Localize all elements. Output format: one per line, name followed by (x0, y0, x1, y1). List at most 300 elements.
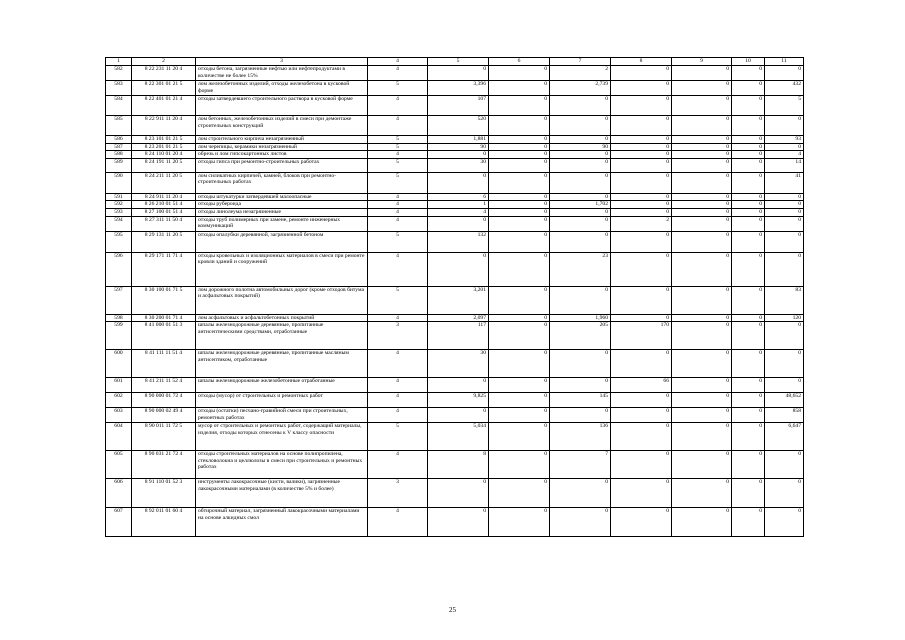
value-col10-cell: 0 (732, 96, 765, 116)
hazard-class-cell: 4 (368, 96, 428, 116)
value-col8-cell: 0 (611, 451, 672, 479)
waste-name-cell: отходы (мусор) от строительных и ремонтных работ (196, 393, 368, 408)
table-row (106, 479, 804, 508)
hazard-class-cell: 4 (368, 193, 428, 201)
value-col9-cell: 0 (672, 408, 732, 423)
row-number-cell: 590 (106, 172, 132, 193)
value-col5-cell: 3,396 (428, 81, 489, 96)
value-col10-cell: 0 (732, 252, 765, 286)
value-col8-cell: 0 (611, 423, 672, 451)
value-col7-cell: 136 (550, 423, 611, 451)
column-header: 1 (106, 58, 132, 66)
value-col10-cell: 0 (732, 216, 765, 231)
value-col9-cell: 0 (672, 378, 732, 393)
table-row (106, 81, 804, 96)
value-col7-cell: 0 (550, 96, 611, 116)
hazard-class-cell: 5 (368, 286, 428, 314)
waste-code-cell: 8 90 031 21 72 4 (132, 451, 196, 479)
hazard-class-cell: 5 (368, 158, 428, 172)
value-col8-cell: 0 (611, 393, 672, 408)
value-col6-cell: 0 (489, 66, 550, 81)
value-col9-cell: 0 (672, 423, 732, 451)
value-col7-cell: 0 (550, 193, 611, 201)
value-col10-cell: 0 (732, 378, 765, 393)
row-number-cell: 605 (106, 451, 132, 479)
table-row (106, 252, 804, 286)
value-col5-cell: 0 (428, 252, 489, 286)
table-row (106, 136, 804, 144)
table-row (106, 151, 804, 159)
hazard-class-cell: 4 (368, 408, 428, 423)
waste-code-cell: 8 26 210 01 51 4 (132, 201, 196, 209)
value-col5-cell: 2,097 (428, 314, 489, 322)
waste-name-cell: отходы строительных материалов на основе полипропилена, стекловолокна и целлюлозы в смеси при строительных и ремонтных работах (196, 451, 368, 479)
value-col8-cell: 0 (611, 193, 672, 201)
row-number-cell: 606 (106, 479, 132, 508)
waste-name-cell: обтирочный материал, загрязненный лакокрасочными материалами на основе алкидных смол (196, 508, 368, 537)
value-col7-cell: 2,739 (550, 81, 611, 96)
value-col10-cell: 0 (732, 451, 765, 479)
value-col7-cell: 0 (550, 116, 611, 136)
row-number-cell: 604 (106, 423, 132, 451)
table-row (106, 451, 804, 479)
value-col10-cell: 0 (732, 350, 765, 378)
table-row (106, 143, 804, 151)
waste-code-cell: 8 24 110 01 20 4 (132, 151, 196, 159)
table-row (106, 193, 804, 201)
waste-name-cell: лом силикатных кирпичей, камней, блоков при ремонтно-строительных работах (196, 172, 368, 193)
waste-code-cell: 8 23 201 01 21 5 (132, 143, 196, 151)
waste-code-cell: 8 41 211 11 52 4 (132, 378, 196, 393)
value-col10-cell: 0 (732, 393, 765, 408)
value-col6-cell: 0 (489, 201, 550, 209)
column-header: 10 (732, 58, 765, 66)
waste-code-cell: 8 22 911 11 20 4 (132, 116, 196, 136)
table-row (106, 231, 804, 252)
row-number-cell: 588 (106, 151, 132, 159)
waste-code-cell: 8 24 911 11 20 4 (132, 193, 196, 201)
table-row (106, 216, 804, 231)
value-col5-cell: 9,825 (428, 393, 489, 408)
hazard-class-cell: 5 (368, 423, 428, 451)
value-col5-cell: 117 (428, 322, 489, 350)
waste-code-cell: 8 92 011 01 60 4 (132, 508, 196, 537)
value-col9-cell: 0 (672, 314, 732, 322)
value-col8-cell: 0 (611, 66, 672, 81)
value-col10-cell: 0 (732, 479, 765, 508)
value-col11-cell: 0 (765, 322, 804, 350)
row-number-cell: 584 (106, 96, 132, 116)
value-col10-cell: 0 (732, 81, 765, 96)
waste-code-cell: 8 24 191 11 20 5 (132, 158, 196, 172)
value-col10-cell: 0 (732, 208, 765, 216)
value-col10-cell: 0 (732, 158, 765, 172)
waste-name-cell: лом черепицы, керамики незагрязненный (196, 143, 368, 151)
hazard-class-cell: 5 (368, 231, 428, 252)
value-col7-cell: 0 (550, 231, 611, 252)
waste-name-cell: отходы бетона, загрязненные нефтью или нефтепродуктами в количестве не более 15% (196, 66, 368, 81)
hazard-class-cell: 4 (368, 314, 428, 322)
value-col7-cell: 0 (550, 408, 611, 423)
value-col11-cell: 5 (765, 96, 804, 116)
hazard-class-cell: 4 (368, 216, 428, 231)
column-header: 4 (368, 58, 428, 66)
row-number-cell: 598 (106, 314, 132, 322)
value-col7-cell: 0 (550, 158, 611, 172)
table-row (106, 408, 804, 423)
value-col8-cell: 0 (611, 172, 672, 193)
waste-code-cell: 8 24 211 11 20 5 (132, 172, 196, 193)
value-col8-cell: 0 (611, 151, 672, 159)
row-number-cell: 607 (106, 508, 132, 537)
waste-code-cell: 8 30 100 01 71 5 (132, 286, 196, 314)
hazard-class-cell: 4 (368, 393, 428, 408)
value-col5-cell: 520 (428, 116, 489, 136)
value-col6-cell: 0 (489, 423, 550, 451)
value-col6-cell: 0 (489, 322, 550, 350)
value-col6-cell: 0 (489, 286, 550, 314)
waste-code-cell: 8 90 000 02 49 4 (132, 408, 196, 423)
value-col9-cell: 0 (672, 172, 732, 193)
value-col10-cell: 0 (732, 286, 765, 314)
table-row (106, 116, 804, 136)
value-col6-cell: 0 (489, 231, 550, 252)
value-col6-cell: 0 (489, 143, 550, 151)
row-number-cell: 592 (106, 201, 132, 209)
value-col8-cell: 0 (611, 350, 672, 378)
hazard-class-cell: 4 (368, 66, 428, 81)
waste-name-cell: лом дорожного полотна автомобильных дорог (кроме отходов битума и асфальтовых покрытий) (196, 286, 368, 314)
table-row (106, 66, 804, 81)
column-header: 11 (765, 58, 804, 66)
waste-name-cell: лом бетонных, железобетонных изделий в смеси при демонтаже строительных конструкций (196, 116, 368, 136)
waste-code-cell: 8 27 100 01 51 4 (132, 208, 196, 216)
value-col8-cell: 0 (611, 116, 672, 136)
waste-name-cell: лом асфальтовых и асфальтобетонных покрытий (196, 314, 368, 322)
value-col11-cell: 0 (765, 378, 804, 393)
value-col5-cell: 6 (428, 193, 489, 201)
row-number-cell: 601 (106, 378, 132, 393)
waste-code-cell: 8 22 301 01 21 5 (132, 81, 196, 96)
waste-code-cell: 8 90 000 01 72 4 (132, 393, 196, 408)
value-col8-cell: 0 (611, 408, 672, 423)
value-col7-cell: 0 (550, 151, 611, 159)
column-header: 9 (672, 58, 732, 66)
waste-table-sheet (105, 57, 803, 537)
column-header: 3 (196, 58, 368, 66)
value-col5-cell: 8 (428, 451, 489, 479)
value-col7-cell: 0 (550, 208, 611, 216)
value-col11-cell: 858 (765, 408, 804, 423)
value-col11-cell: 14 (765, 158, 804, 172)
value-col10-cell: 0 (732, 423, 765, 451)
value-col9-cell: 0 (672, 116, 732, 136)
value-col6-cell: 0 (489, 350, 550, 378)
row-number-cell: 597 (106, 286, 132, 314)
value-col7-cell: 0 (550, 350, 611, 378)
page-number: 25 (449, 606, 456, 614)
value-col5-cell: 0 (428, 479, 489, 508)
value-col7-cell: 1,960 (550, 314, 611, 322)
waste-name-cell: отходы штукатурки затвердевшей малоопасные (196, 193, 368, 201)
value-col11-cell: 0 (765, 216, 804, 231)
table-row (106, 158, 804, 172)
value-col5-cell: 107 (428, 96, 489, 116)
waste-code-cell: 8 27 311 11 50 4 (132, 216, 196, 231)
waste-name-cell: отходы рубероида (196, 201, 368, 209)
value-col10-cell: 0 (732, 231, 765, 252)
value-col7-cell: 0 (550, 479, 611, 508)
value-col5-cell: 0 (428, 66, 489, 81)
value-col9-cell: 0 (672, 286, 732, 314)
value-col5-cell: 132 (428, 231, 489, 252)
hazard-class-cell: 3 (368, 322, 428, 350)
value-col9-cell: 0 (672, 393, 732, 408)
value-col5-cell: 1 (428, 201, 489, 209)
column-header: 7 (550, 58, 611, 66)
waste-code-cell: 8 29 131 11 20 5 (132, 231, 196, 252)
value-col6-cell: 0 (489, 508, 550, 537)
value-col7-cell: 90 (550, 143, 611, 151)
waste-name-cell: отходы опалубки деревянной, загрязненной бетоном (196, 231, 368, 252)
value-col10-cell: 0 (732, 193, 765, 201)
value-col10-cell: 0 (732, 314, 765, 322)
value-col6-cell: 0 (489, 393, 550, 408)
value-col9-cell: 0 (672, 96, 732, 116)
row-number-cell: 591 (106, 193, 132, 201)
value-col8-cell: 0 (611, 96, 672, 116)
value-col11-cell: 432 (765, 81, 804, 96)
column-header: 2 (132, 58, 196, 66)
table-row (106, 508, 804, 537)
value-col8-cell: 2 (611, 216, 672, 231)
waste-code-cell: 8 41 000 01 51 3 (132, 322, 196, 350)
value-col5-cell: 0 (428, 378, 489, 393)
value-col5-cell: 1,881 (428, 136, 489, 144)
value-col11-cell: 93 (765, 136, 804, 144)
table-row (106, 423, 804, 451)
row-number-cell: 593 (106, 208, 132, 216)
waste-code-cell: 8 22 401 01 21 4 (132, 96, 196, 116)
hazard-class-cell: 4 (368, 451, 428, 479)
table-row (106, 201, 804, 209)
value-col7-cell: 23 (550, 252, 611, 286)
value-col10-cell: 0 (732, 322, 765, 350)
value-col8-cell: 0 (611, 208, 672, 216)
waste-code-cell: 8 91 110 01 52 3 (132, 479, 196, 508)
value-col9-cell: 0 (672, 216, 732, 231)
waste-code-cell: 8 29 171 11 71 4 (132, 252, 196, 286)
waste-code-cell: 8 41 111 11 51 4 (132, 350, 196, 378)
value-col11-cell: 0 (765, 201, 804, 209)
column-header: 8 (611, 58, 672, 66)
waste-name-cell: обрезь и лом гипсокартонных листов (196, 151, 368, 159)
value-col10-cell: 0 (732, 66, 765, 81)
value-col5-cell: 0 (428, 508, 489, 537)
value-col11-cell: 0 (765, 66, 804, 81)
waste-code-cell: 8 90 011 11 72 5 (132, 423, 196, 451)
waste-code-cell: 8 23 101 01 21 5 (132, 136, 196, 144)
value-col8-cell: 0 (611, 286, 672, 314)
value-col10-cell: 0 (732, 508, 765, 537)
value-col11-cell: 0 (765, 252, 804, 286)
table-row (106, 208, 804, 216)
value-col7-cell: 0 (550, 172, 611, 193)
hazard-class-cell: 4 (368, 350, 428, 378)
row-number-cell: 594 (106, 216, 132, 231)
value-col8-cell: 0 (611, 158, 672, 172)
value-col11-cell: 0 (765, 508, 804, 537)
waste-name-cell: шпалы железнодорожные железобетонные отработанные (196, 378, 368, 393)
value-col11-cell: 0 (765, 208, 804, 216)
value-col5-cell: 3,201 (428, 286, 489, 314)
value-col8-cell: 0 (611, 231, 672, 252)
value-col9-cell: 0 (672, 81, 732, 96)
column-header: 6 (489, 58, 550, 66)
value-col6-cell: 0 (489, 193, 550, 201)
value-col7-cell: 0 (550, 378, 611, 393)
hazard-class-cell: 5 (368, 81, 428, 96)
waste-code-cell: 8 22 231 11 20 4 (132, 66, 196, 81)
value-col8-cell: 66 (611, 378, 672, 393)
value-col8-cell: 0 (611, 479, 672, 508)
value-col11-cell: 0 (765, 451, 804, 479)
value-col9-cell: 0 (672, 350, 732, 378)
value-col9-cell: 0 (672, 208, 732, 216)
table-row (106, 172, 804, 193)
value-col11-cell: 6,647 (765, 423, 804, 451)
value-col7-cell: 1,702 (550, 201, 611, 209)
waste-code-cell: 8 30 200 01 71 4 (132, 314, 196, 322)
hazard-class-cell: 4 (368, 116, 428, 136)
value-col10-cell: 0 (732, 116, 765, 136)
value-col6-cell: 0 (489, 151, 550, 159)
waste-name-cell: шпалы железнодорожные деревянные, пропитанные антисептическими средствами, отработанные (196, 322, 368, 350)
value-col11-cell: 0 (765, 479, 804, 508)
value-col9-cell: 0 (672, 508, 732, 537)
value-col5-cell: 0 (428, 408, 489, 423)
table-row (106, 378, 804, 393)
value-col6-cell: 0 (489, 96, 550, 116)
value-col6-cell: 0 (489, 216, 550, 231)
row-number-cell: 586 (106, 136, 132, 144)
value-col11-cell: 4 (765, 151, 804, 159)
value-col5-cell: 30 (428, 158, 489, 172)
value-col11-cell: 83 (765, 286, 804, 314)
row-number-cell: 602 (106, 393, 132, 408)
value-col9-cell: 0 (672, 451, 732, 479)
value-col9-cell: 0 (672, 136, 732, 144)
waste-name-cell: инструменты лакокрасочные (кисти, валики), загрязненные лакокрасочными материалами (в количестве 5% и более) (196, 479, 368, 508)
waste-name-cell: мусор от строительных и ремонтных работ, содержащий материалы, изделия, отходы которых отнесены к V классу опасности (196, 423, 368, 451)
value-col10-cell: 0 (732, 408, 765, 423)
value-col8-cell: 0 (611, 81, 672, 96)
value-col10-cell: 0 (732, 172, 765, 193)
value-col9-cell: 0 (672, 66, 732, 81)
row-number-cell: 600 (106, 350, 132, 378)
value-col6-cell: 0 (489, 479, 550, 508)
value-col9-cell: 0 (672, 479, 732, 508)
value-col5-cell: 90 (428, 143, 489, 151)
value-col11-cell: 120 (765, 314, 804, 322)
waste-name-cell: лом железобетонных изделий, отходы железобетона в кусковой форме (196, 81, 368, 96)
row-number-cell: 589 (106, 158, 132, 172)
table-row (106, 393, 804, 408)
value-col8-cell: 0 (611, 201, 672, 209)
value-col8-cell: 0 (611, 508, 672, 537)
value-col10-cell: 0 (732, 143, 765, 151)
value-col5-cell: 0 (428, 216, 489, 231)
value-col6-cell: 0 (489, 81, 550, 96)
value-col5-cell: 0 (428, 172, 489, 193)
waste-name-cell: отходы (остатки) песчано-гравийной смеси при строительных, ремонтных работах (196, 408, 368, 423)
waste-table (105, 57, 804, 537)
header-row (106, 58, 804, 66)
value-col11-cell: 48,652 (765, 393, 804, 408)
waste-name-cell: шпалы железнодорожные деревянные, пропитанные масляным антисептиком, отработанные (196, 350, 368, 378)
waste-name-cell: отходы затвердевшего строительного раствора в кусковой форме (196, 96, 368, 116)
waste-name-cell: отходы кровельных и изоляционных материалов в смеси при ремонте кровли зданий и сооружений (196, 252, 368, 286)
value-col9-cell: 0 (672, 231, 732, 252)
hazard-class-cell: 4 (368, 208, 428, 216)
hazard-class-cell: 5 (368, 136, 428, 144)
value-col6-cell: 0 (489, 172, 550, 193)
hazard-class-cell: 4 (368, 201, 428, 209)
value-col6-cell: 0 (489, 136, 550, 144)
waste-name-cell: отходы линолеума незагрязненные (196, 208, 368, 216)
table-row (106, 322, 804, 350)
value-col6-cell: 0 (489, 116, 550, 136)
value-col11-cell: 0 (765, 193, 804, 201)
value-col11-cell: 41 (765, 172, 804, 193)
value-col8-cell: 0 (611, 314, 672, 322)
value-col9-cell: 0 (672, 158, 732, 172)
value-col7-cell: 7 (550, 451, 611, 479)
value-col9-cell: 0 (672, 151, 732, 159)
value-col10-cell: 0 (732, 151, 765, 159)
value-col9-cell: 0 (672, 193, 732, 201)
value-col6-cell: 0 (489, 252, 550, 286)
value-col9-cell: 0 (672, 322, 732, 350)
value-col6-cell: 0 (489, 451, 550, 479)
row-number-cell: 585 (106, 116, 132, 136)
value-col5-cell: 4 (428, 208, 489, 216)
value-col8-cell: 0 (611, 136, 672, 144)
value-col11-cell: 0 (765, 350, 804, 378)
value-col7-cell: 2 (550, 66, 611, 81)
row-number-cell: 596 (106, 252, 132, 286)
waste-name-cell: отходы гипса при ремонтно-строительных работах (196, 158, 368, 172)
value-col7-cell: 0 (550, 508, 611, 537)
row-number-cell: 595 (106, 231, 132, 252)
waste-name-cell: отходы труб полимерных при замене, ремонте инженерных коммуникаций (196, 216, 368, 231)
value-col5-cell: 5,034 (428, 423, 489, 451)
value-col5-cell: 30 (428, 350, 489, 378)
hazard-class-cell: 4 (368, 151, 428, 159)
hazard-class-cell: 4 (368, 508, 428, 537)
value-col9-cell: 0 (672, 143, 732, 151)
table-row (106, 286, 804, 314)
value-col7-cell: 0 (550, 136, 611, 144)
hazard-class-cell: 4 (368, 252, 428, 286)
table-row (106, 314, 804, 322)
table-row (106, 350, 804, 378)
value-col9-cell: 0 (672, 201, 732, 209)
value-col9-cell: 0 (672, 252, 732, 286)
row-number-cell: 582 (106, 66, 132, 81)
column-header: 5 (428, 58, 489, 66)
row-number-cell: 599 (106, 322, 132, 350)
